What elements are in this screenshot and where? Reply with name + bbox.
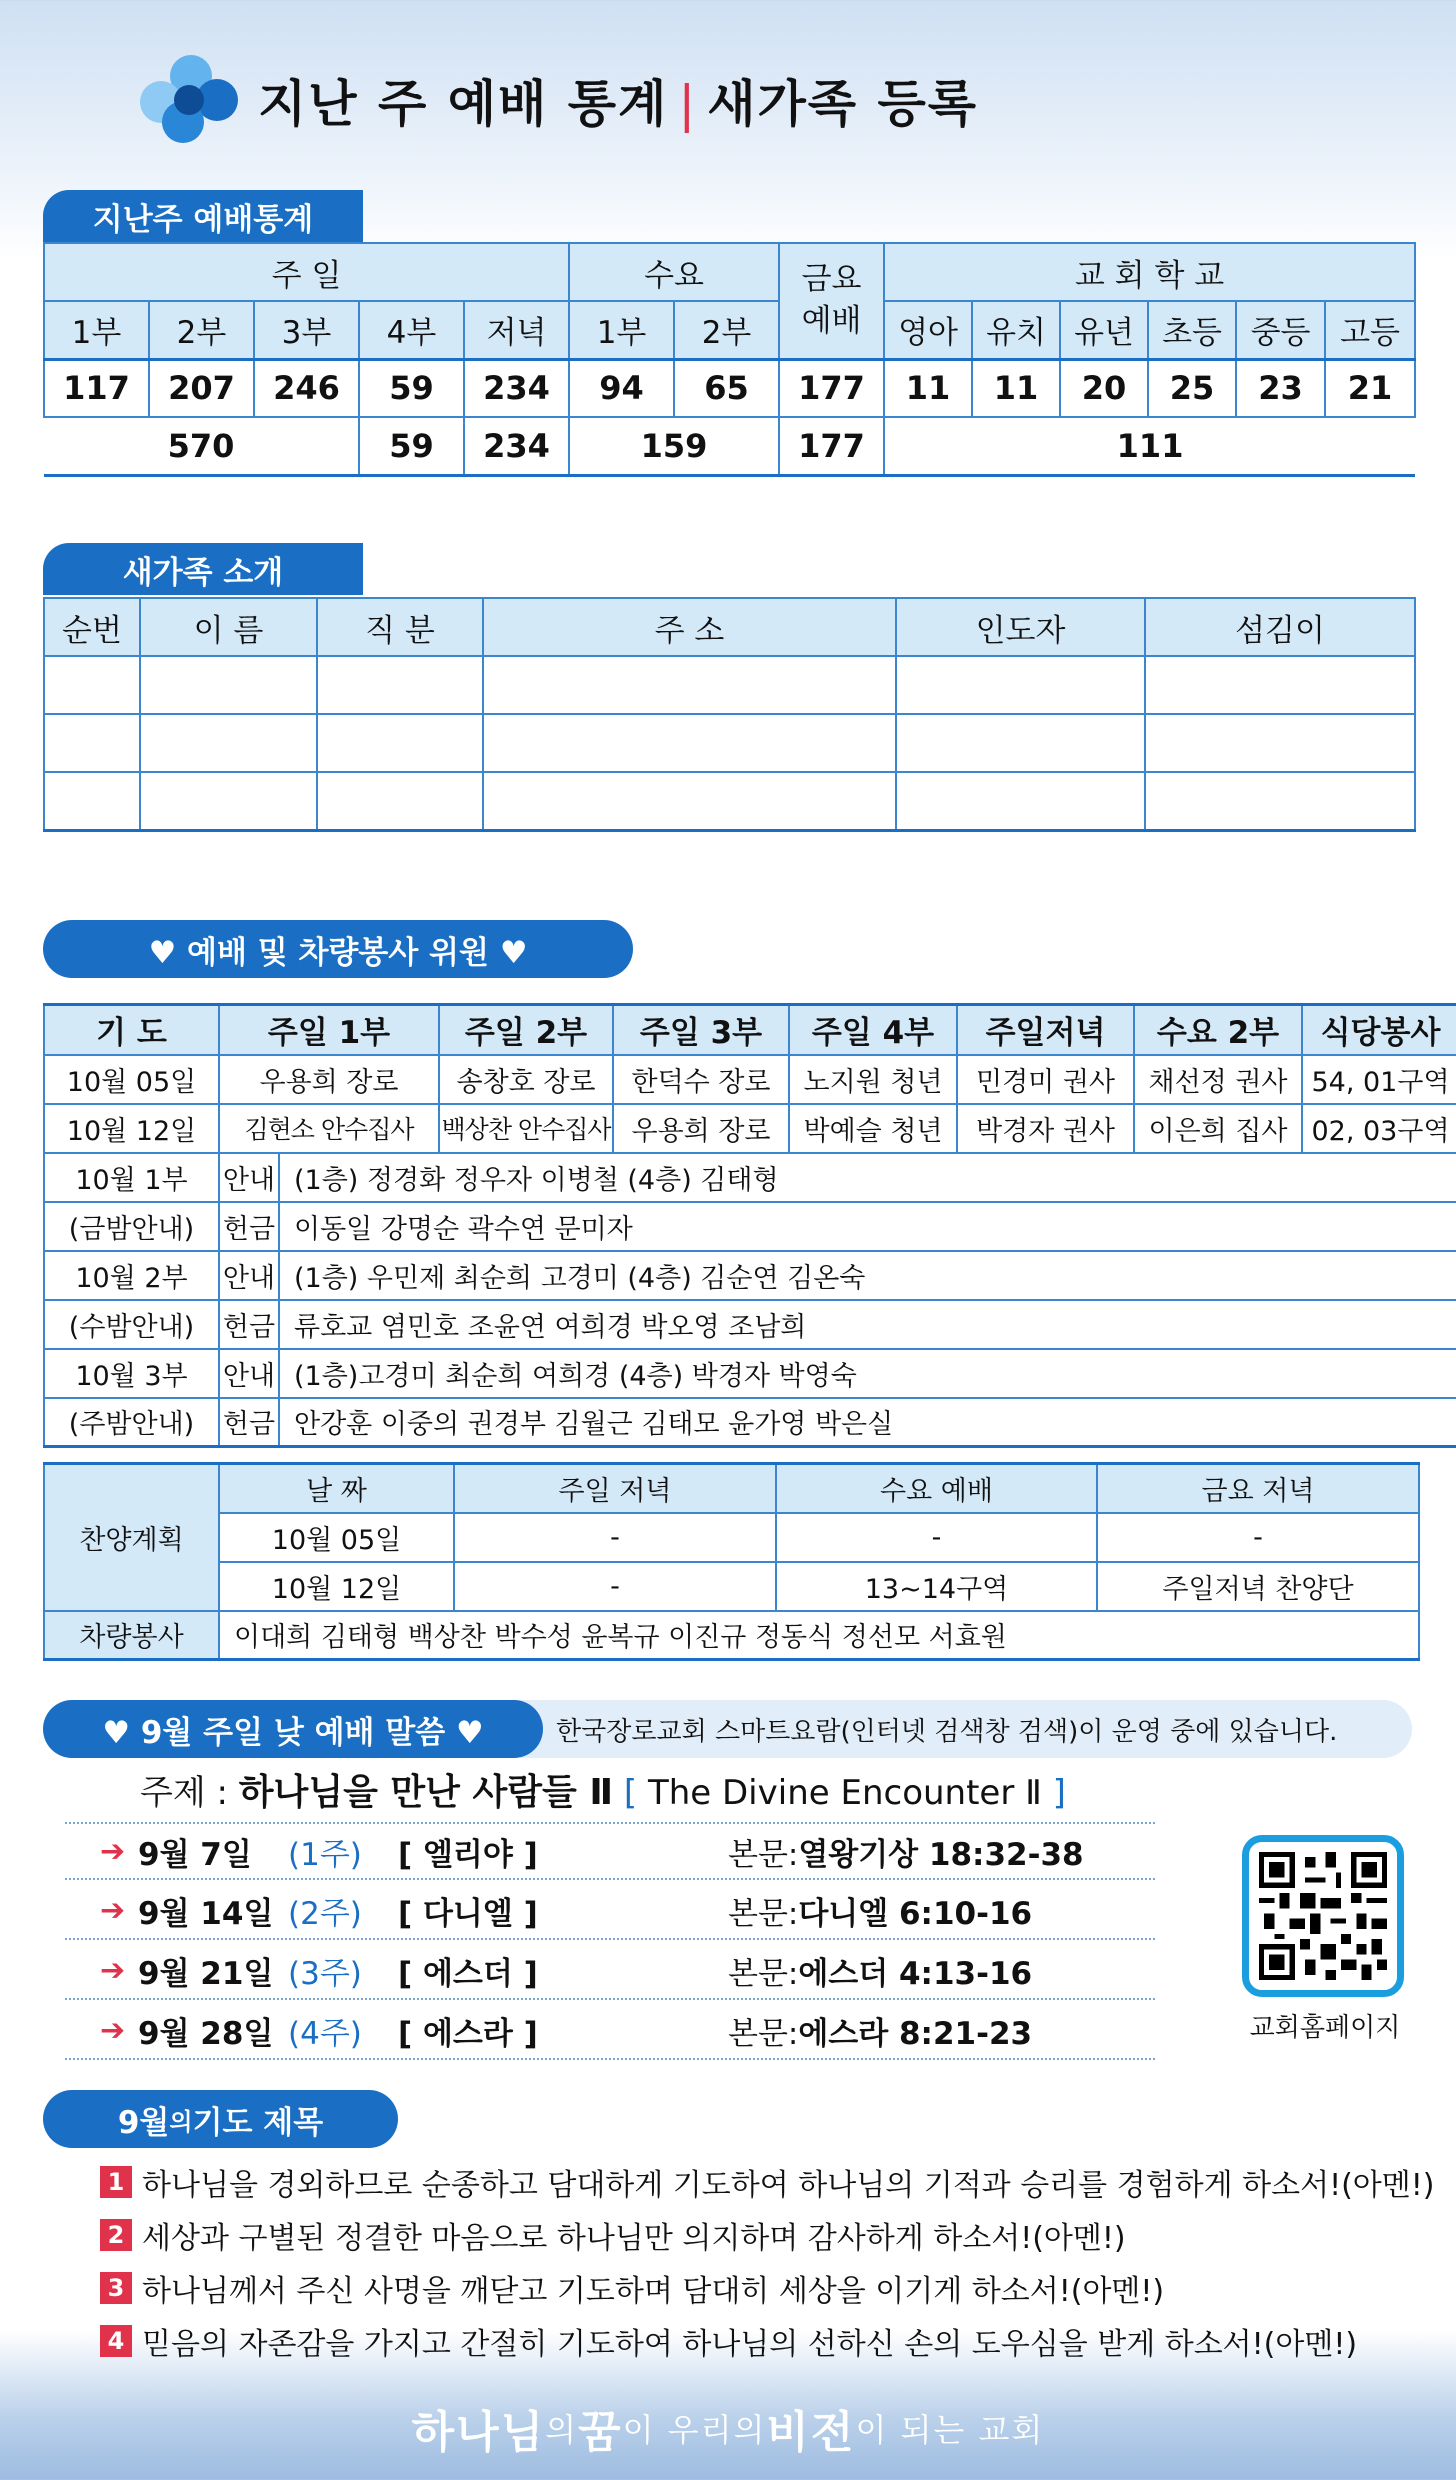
stat-value: 11: [972, 359, 1060, 417]
table-row: [44, 714, 1415, 772]
col-header: 주일 3부: [613, 1005, 789, 1055]
table-row: (수밤안내) 헌금 류호교 염민호 조윤연 여희경 박오영 조남희: [44, 1300, 1456, 1349]
stat-value: 11: [884, 359, 972, 417]
col-header: 주일저녁: [957, 1005, 1134, 1055]
smart-yoram-notice: 한국장로교회 스마트요람(인터넷 검색창 검색)이 운영 중에 있습니다.: [520, 1700, 1412, 1758]
table-row: 10월 3부 안내 (1층)고경미 최순희 여희경 (4층) 박경자 박영숙: [44, 1349, 1456, 1398]
page-title: 지난 주 예배 통계 | 새가족 등록: [258, 75, 979, 133]
arrow-right-icon: ➔: [100, 1892, 126, 1928]
stat-value: 59: [359, 359, 464, 417]
stat-value: 207: [149, 359, 254, 417]
prayer-item: 2 세상과 구별된 정결한 마음으로 하나님만 의지하며 감사하게 하소서!(아멘!): [100, 2213, 1126, 2257]
col-header: 고등: [1325, 301, 1415, 359]
group-wednesday: 수요: [569, 243, 779, 301]
table-row: (주밤안내) 헌금 안강훈 이중의 권경부 김월근 김태모 윤가영 박은실: [44, 1398, 1456, 1447]
vehicle-label: 차량봉사: [44, 1611, 219, 1660]
total-school: 111: [884, 417, 1415, 475]
stats-tab: 지난주 예배통계: [43, 190, 363, 242]
col-header: 1부: [569, 301, 674, 359]
arrow-right-icon: ➔: [100, 1833, 126, 1869]
stat-value: 94: [569, 359, 674, 417]
choir-label: 찬양계획: [44, 1464, 219, 1611]
stat-value: 21: [1325, 359, 1415, 417]
col-header: 4부: [359, 301, 464, 359]
new-family-table: [43, 597, 1416, 832]
col-header: 인도자: [896, 598, 1145, 656]
stat-value: 23: [1236, 359, 1325, 417]
number-badge-icon: 2: [100, 2219, 132, 2251]
table-row: [44, 1611, 1419, 1660]
col-header: 섬김이: [1145, 598, 1415, 656]
arrow-right-icon: ➔: [100, 2012, 126, 2048]
vehicle-names: 이대희 김태형 백상찬 박수성 윤복규 이진규 정동식 정선모 서효원: [219, 1611, 1419, 1660]
sermon-pill: ♥ 9월 주일 낮 예배 말씀 ♥: [43, 1700, 543, 1758]
number-badge-icon: 1: [100, 2166, 132, 2198]
stat-value: 177: [779, 359, 884, 417]
col-header: 주 소: [483, 598, 896, 656]
table-row: 10월 05일 우용희 장로 송창호 장로 한덕수 장로 노지원 청년 민경미 권사 채선정 권사 54, 01구역: [44, 1055, 1456, 1104]
col-header: 주일 저녁: [454, 1464, 776, 1513]
stat-value: 246: [254, 359, 359, 417]
table-row: (금밤안내) 헌금 이동일 강명순 곽수연 문미자: [44, 1202, 1456, 1251]
stat-value: 20: [1060, 359, 1148, 417]
col-header: 수요 예배: [776, 1464, 1097, 1513]
col-header: 날 짜: [219, 1464, 454, 1513]
col-header: 영아: [884, 301, 972, 359]
col-header: 식당봉사: [1302, 1005, 1456, 1055]
sermon-theme: 주제 : 하나님을 만난 사람들 Ⅱ [ The Divine Encounter Ⅱ ]: [140, 1772, 1066, 1813]
total-sunday-evening: 234: [464, 417, 569, 475]
group-sunday: 주 일: [44, 243, 569, 301]
col-header: 금요 저녁: [1097, 1464, 1419, 1513]
flower-logo-icon: [140, 55, 240, 145]
sermon-item: ➔ 9월 14일 (2주) [ 다니엘 ] 본문: 다니엘 6:10-16: [65, 1882, 1155, 1940]
new-family-tab: 새가족 소개: [43, 543, 363, 595]
prayer-item: 1 하나님을 경외하므로 순종하고 담대하게 기도하여 하나님의 기적과 승리를 경험하게 하소서!(아멘!): [100, 2160, 1435, 2204]
sermon-item: ➔ 9월 28일 (4주) [ 에스라 ] 본문: 에스라 8:21-23: [65, 2002, 1155, 2060]
qr-label: 교회홈페이지: [1249, 2013, 1401, 2043]
arrow-right-icon: ➔: [100, 1952, 126, 1988]
duty-table: [43, 1003, 1456, 1448]
table-row: 10월 2부 안내 (1층) 우민제 최순희 고경미 (4층) 김순연 김온숙: [44, 1251, 1456, 1300]
sermon-item: ➔ 9월 7일 (1주) [ 엘리야 ] 본문: 열왕기상 18:32-38: [65, 1822, 1155, 1880]
col-header: 수요 2부: [1134, 1005, 1302, 1055]
col-header: 중등: [1236, 301, 1325, 359]
col-header: 초등: [1148, 301, 1236, 359]
col-header: 저녁: [464, 301, 569, 359]
group-school: 교 회 학 교: [884, 243, 1415, 301]
col-header: 기 도: [44, 1005, 219, 1055]
page-header: [140, 55, 978, 145]
col-header: 1부: [44, 301, 149, 359]
total-friday: 177: [779, 417, 884, 475]
table-row: 10월 12일 - 13~14구역 주일저녁 찬양단: [44, 1562, 1419, 1611]
qr-code-icon[interactable]: [1242, 1835, 1404, 1997]
col-header: 주일 4부: [789, 1005, 957, 1055]
church-slogan: 하나님 의 꿈 이 우리의 비전 이 되는 교회: [411, 2407, 1045, 2458]
table-row: [44, 656, 1415, 714]
duty-pill: ♥ 예배 및 차량봉사 위원 ♥: [43, 920, 633, 978]
stat-value: 25: [1148, 359, 1236, 417]
table-row: 10월 1부 안내 (1층) 정경화 정우자 이병철 (4층) 김태형: [44, 1153, 1456, 1202]
col-header: 이 름: [140, 598, 317, 656]
group-friday: 금요 예배: [779, 243, 884, 359]
worship-stats-table: [43, 242, 1416, 477]
col-header: 유년: [1060, 301, 1148, 359]
col-header: 직 분: [317, 598, 483, 656]
table-row: [44, 772, 1415, 830]
table-row: 10월 12일 김현소 안수집사 백상찬 안수집사 우용희 장로 박예슬 청년 박경자 권사 이은희 집사 02, 03구역: [44, 1104, 1456, 1153]
col-header: 주일 1부: [219, 1005, 439, 1055]
col-header: 3부: [254, 301, 359, 359]
prayer-pill: 9월 의 기도 제목: [43, 2090, 398, 2148]
stat-value: 65: [674, 359, 779, 417]
col-header: 2부: [149, 301, 254, 359]
total-sunday-1-3: 570: [44, 417, 359, 475]
total-wednesday: 159: [569, 417, 779, 475]
col-header: 2부: [674, 301, 779, 359]
sermon-item: ➔ 9월 21일 (3주) [ 에스더 ] 본문: 에스더 4:13-16: [65, 1942, 1155, 2000]
prayer-item: 4 믿음의 자존감을 가지고 간절히 기도하여 하나님의 선하신 손의 도우심을 받게 하소서!(아멘!): [100, 2319, 1357, 2363]
number-badge-icon: 4: [100, 2325, 132, 2357]
total-sunday-4: 59: [359, 417, 464, 475]
prayer-item: 3 하나님께서 주신 사명을 깨닫고 기도하며 담대히 세상을 이기게 하소서!(아멘!): [100, 2266, 1164, 2310]
table-row: 10월 05일 - - -: [44, 1513, 1419, 1562]
number-badge-icon: 3: [100, 2272, 132, 2304]
col-header: 주일 2부: [439, 1005, 613, 1055]
choir-plan-table: [43, 1462, 1420, 1661]
col-header: 순번: [44, 598, 140, 656]
col-header: 유치: [972, 301, 1060, 359]
stat-value: 234: [464, 359, 569, 417]
stat-value: 117: [44, 359, 149, 417]
